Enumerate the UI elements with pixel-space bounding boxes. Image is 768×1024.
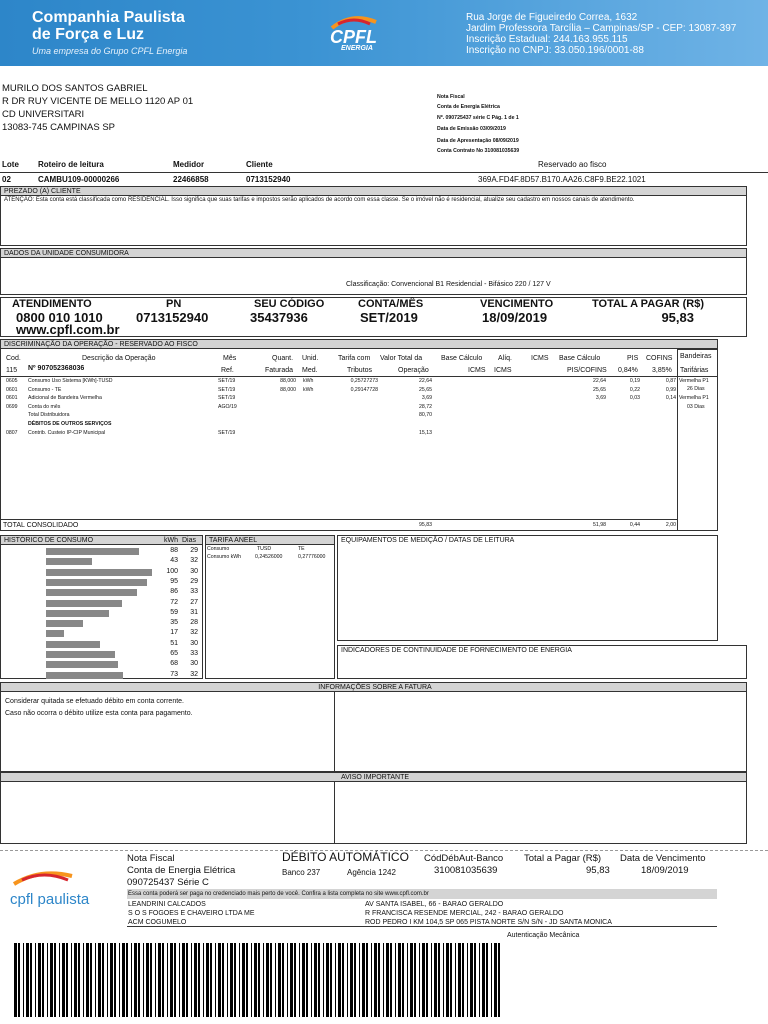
venc-value: 18/09/2019 xyxy=(482,310,548,325)
autenticacao-label: Autenticação Mecânica xyxy=(507,932,580,939)
historico-dias-header: Dias xyxy=(182,537,197,544)
tarifa-tusd-value: 0,24526000 xyxy=(255,554,283,560)
fisco-header: Reservado ao fisco xyxy=(538,160,607,169)
ops-cell-cofins: 0,14 xyxy=(665,395,676,402)
historico-kwh: 95 xyxy=(170,577,178,585)
lote-header: Lote xyxy=(2,160,19,169)
historico-bar xyxy=(46,620,83,627)
barcode-icon xyxy=(14,943,504,1017)
codigo-header: SEU CÓDIGO xyxy=(254,298,325,310)
ops-cell-pis: 0,19 xyxy=(629,378,640,384)
ops-cell-desc: Consumo Uso Sistema [KWh]-TUSD xyxy=(28,378,113,384)
col-cofins2: 3,85% xyxy=(652,367,672,374)
historico-dias: 29 xyxy=(190,547,198,554)
ops-cell-valor: 80,70 xyxy=(419,412,432,419)
total-basepis: 51,98 xyxy=(593,522,606,528)
total-header: TOTAL A PAGAR (R$) xyxy=(592,298,705,310)
fisco-value: 369A.FD4F.8D57.B170.AA26.C8F9.BE22.1021 xyxy=(478,175,646,184)
company-name: Companhia Paulista xyxy=(32,9,185,26)
stub-cod-header: CódDébAut-Banco xyxy=(424,853,504,864)
nf-number: Nº 907052368036 xyxy=(28,365,85,372)
tarifa-title: TARIFA ANEEL xyxy=(206,536,334,545)
atendimento-header: ATENDIMENTO xyxy=(12,298,92,310)
col-basepis2: PIS/COFINS xyxy=(567,367,607,374)
ops-cell-valor: 28,72 xyxy=(419,403,432,410)
tarifa-row-label: Consumo xyxy=(207,546,230,552)
prezado-text: ATENÇÃO: Esta conta está classificada como RESIDENCIAL. Isso significa que suas tarifas e impostos serão aplicados de acordo com essa classe. Se o imóvel não é residencial, atualize seu cadastro em nossos canais de atendimento. xyxy=(4,197,635,203)
roteiro-value: CAMBU109-00000266 xyxy=(38,175,120,184)
total-consolidado-valor: 95,83 xyxy=(419,522,432,528)
historico-dias: 30 xyxy=(190,567,198,575)
unidade-title: DADOS DA UNIDADE CONSUMIDORA xyxy=(1,249,746,258)
total-consolidado-label: TOTAL CONSOLIDADO xyxy=(3,522,79,529)
tarifa-te-header: TE xyxy=(298,546,305,552)
stub-cod-value: 310081035639 xyxy=(434,865,498,876)
historico-kwh: 88 xyxy=(170,547,178,554)
col-unid2: Med. xyxy=(302,367,318,374)
invoice-info-line: Conta de Energia Elétrica xyxy=(437,104,500,110)
ops-cell-desc: Total Distribuidora xyxy=(28,412,70,419)
stub-venc-value: 18/09/2019 xyxy=(641,865,689,876)
col-tarifa: Tarifa com xyxy=(338,355,371,362)
agent-name: LEANDRINI CALCADOS xyxy=(128,901,206,908)
stub-nf: Nota Fiscal xyxy=(127,853,175,864)
ops-cell-desc: Adicional de Bandeira Vermelha xyxy=(28,395,102,402)
prezado-box xyxy=(0,186,747,246)
aviso-box xyxy=(0,772,747,844)
pn-header: PN xyxy=(166,298,182,310)
prezado-title: PREZADO (A) CLIENTE xyxy=(1,187,746,196)
ops-cell-basepis: 3,69 xyxy=(595,395,606,402)
divider xyxy=(334,782,335,843)
divider xyxy=(0,172,768,173)
ops-cell-cod: 0699 xyxy=(6,403,18,410)
operations-title: DISCRIMINAÇÃO DA OPERAÇÃO - RESERVADO AO FISCO xyxy=(1,340,717,349)
company-name-2: de Força e Luz xyxy=(32,26,145,43)
col-desc: Descrição da Operação xyxy=(82,355,156,362)
historico-kwh: 72 xyxy=(170,598,178,606)
historico-bar xyxy=(46,661,118,668)
website-link[interactable]: www.cpfl.com.br xyxy=(16,322,120,337)
medidor-header: Medidor xyxy=(173,160,205,169)
bandeira-label: Vermelha P1 xyxy=(679,378,709,384)
customer-name: MURILO DOS SANTOS GABRIEL xyxy=(2,83,148,94)
ops-cell-cofins: 0,99 xyxy=(665,386,676,393)
cliente-header: Cliente xyxy=(246,160,273,169)
historico-bar xyxy=(46,579,147,586)
ops-cell-quant: 88,000 xyxy=(280,378,296,384)
informacoes-box xyxy=(0,682,747,772)
ops-cell-unid: kWh xyxy=(303,378,314,384)
lote-value: 02 xyxy=(2,175,11,184)
col-cod: Cod. xyxy=(6,355,21,362)
invoice-info-line: Nº. 090725437 série C Pág. 1 de 1 xyxy=(437,115,519,121)
divider xyxy=(0,376,718,377)
col-band2: Tarifárias xyxy=(680,367,709,374)
ops-cell-valor: 22,64 xyxy=(419,378,432,384)
historico-dias: 32 xyxy=(190,629,198,637)
total-pis: 0,44 xyxy=(629,522,640,528)
col-basepis: Base Cálculo xyxy=(559,355,601,362)
mes-header: CONTA/MÊS xyxy=(358,298,424,310)
historico-kwh: 100 xyxy=(166,567,178,575)
historico-kwh: 59 xyxy=(170,608,178,616)
stub-total-value: 95,83 xyxy=(586,865,610,876)
ops-cell-desc: Conta do mês xyxy=(28,403,61,410)
classificacao: Classificação: Convencional B1 Residencial - Bifásico 220 / 127 V xyxy=(346,281,551,288)
address-line: Inscrição no CNPJ: 33.050.196/0001-88 xyxy=(466,45,644,56)
stub-notice: Essa conta poderá ser paga no credenciado mais perto de você. Confira a lista completa no site www.cpfl.com.br xyxy=(128,891,429,897)
equipamentos-box xyxy=(337,535,718,641)
ops-cell-unid: kWh xyxy=(303,386,314,393)
invoice-info-line: Nota Fiscal xyxy=(437,94,465,100)
ops-cell-cod: 0601 xyxy=(6,386,18,393)
col-aliq2: ICMS xyxy=(494,367,512,374)
ops-cell-basepis: 25,65 xyxy=(593,386,606,393)
total-cofins: 2,00 xyxy=(665,522,676,528)
customer-city: 13083-745 CAMPINAS SP xyxy=(2,122,116,133)
historico-dias: 29 xyxy=(190,577,198,585)
historico-kwh: 68 xyxy=(170,660,178,668)
bandeira-label: 03 Dias xyxy=(687,404,705,410)
ops-cell-desc: Consumo - TE xyxy=(28,386,62,393)
col-base2: ICMS xyxy=(468,367,486,374)
customer-street: R DR RUY VICENTE DE MELLO 1120 AP 01 xyxy=(2,96,194,107)
cliente-value: 0713152940 xyxy=(246,175,291,184)
historico-dias: 30 xyxy=(190,639,198,647)
ops-cell-cod: 0807 xyxy=(6,429,18,436)
col-quant: Quant. xyxy=(272,355,294,362)
company-group: Uma empresa do Grupo CPFL Energia xyxy=(32,46,188,56)
ops-cell-cod: 0605 xyxy=(6,378,18,384)
historico-dias: 28 xyxy=(190,619,198,627)
agent-address: ROD PEDRO I KM 104,5 SP 065 PISTA NORTE S/N S/N - JD SANTA MONICA xyxy=(365,919,612,926)
historico-kwh-header: kWh xyxy=(164,537,178,544)
historico-dias: 31 xyxy=(190,608,198,616)
historico-kwh: 43 xyxy=(170,557,178,565)
ops-cell-desc: Contrib. Custeio IP-CIP Municipal xyxy=(28,429,106,436)
historico-title: HISTÓRICO DE CONSUMO xyxy=(1,536,202,545)
ops-cell-mes: SET/19 xyxy=(218,395,236,402)
customer-district: CD UNIVERSITARI xyxy=(2,109,85,120)
col-aliq: Alíq. xyxy=(498,355,513,362)
divider xyxy=(0,519,677,520)
ops-cell-tarifa: 0,25727273 xyxy=(350,378,378,384)
col-valor: Valor Total da xyxy=(380,355,423,362)
agent-name: S O S FOGOES E CHAVEIRO LTDA ME xyxy=(128,910,255,917)
venc-header: VENCIMENTO xyxy=(480,298,554,310)
address-line: Inscrição Estadual: 244.163.955.115 xyxy=(466,34,628,45)
address-line: Jardim Professora Tarcília – Campinas/SP - CEP: 13087-397 xyxy=(466,23,737,34)
ops-cell-basepis: 22,64 xyxy=(593,378,606,384)
invoice-info-line: Data de Apresentação 08/09/2019 xyxy=(437,138,519,144)
ops-cell-pis: 0,03 xyxy=(629,395,640,402)
ops-cell-mes: SET/19 xyxy=(218,378,236,384)
col-cofins: COFINS xyxy=(646,355,673,362)
stub-logo-text: cpfl paulista xyxy=(10,891,90,908)
historico-bar xyxy=(46,651,115,658)
informacoes-title: INFORMAÇÕES SOBRE A FATURA xyxy=(1,683,746,692)
ops-cell-valor: 3,69 xyxy=(421,395,432,402)
ops-cell-cofins: 0,87 xyxy=(665,378,676,384)
stub-banco: Banco 237 xyxy=(282,868,321,877)
historico-bar xyxy=(46,569,152,576)
historico-kwh: 73 xyxy=(170,670,178,678)
col-quant2: Faturada xyxy=(265,367,294,374)
tarifa-tusd-header: TUSD xyxy=(257,546,272,552)
logo-text: CPFL xyxy=(330,27,377,47)
historico-dias: 27 xyxy=(190,598,198,606)
invoice-info-line: Data de Emissão 03/09/2019 xyxy=(437,126,506,132)
ops-cell-valor: 15,13 xyxy=(419,429,432,436)
historico-dias: 33 xyxy=(190,650,198,657)
historico-bar xyxy=(46,548,139,555)
invoice-info-line: Conta Contrato No 310081035639 xyxy=(437,148,520,154)
total-value: 95,83 xyxy=(661,310,694,325)
debito-automatico-title: DÉBITO AUTOMÁTICO xyxy=(282,850,409,864)
agent-name: ACM COGUMELO xyxy=(128,919,187,926)
historico-kwh: 65 xyxy=(170,650,178,657)
pn-value: 0713152940 xyxy=(136,310,209,325)
info-line: Caso não ocorra o débito utilize esta conta para pagamento. xyxy=(5,710,193,717)
tarifa-te-value: 0,27776000 xyxy=(298,554,326,560)
codigo-value: 35437936 xyxy=(250,310,308,325)
phone: 0800 010 1010 xyxy=(16,310,103,325)
historico-bar xyxy=(46,610,109,617)
tarifa-row-label: Consumo kWh xyxy=(207,554,242,560)
historico-bar xyxy=(46,558,92,565)
ops-cell-cod: 0601 xyxy=(6,395,18,402)
ops-cell-quant: 88,000 xyxy=(280,386,296,393)
historico-dias: 30 xyxy=(190,660,198,668)
info-line: Considerar quitada se efetuado débito em conta corrente. xyxy=(5,698,185,705)
col-band: Bandeiras xyxy=(680,353,712,360)
col-valor2: Operação xyxy=(398,367,429,374)
col-mes: Mês xyxy=(223,355,237,362)
medidor-value: 22466858 xyxy=(173,175,209,184)
agent-address: R FRANCISCA RESENDE MERCIAL, 242 - BARAO GERALDO xyxy=(365,910,564,917)
indicadores-box xyxy=(337,645,747,679)
historico-bar xyxy=(46,589,137,596)
historico-kwh: 17 xyxy=(170,629,178,637)
historico-bar xyxy=(46,630,64,637)
aviso-title: AVISO IMPORTANTE xyxy=(1,773,746,782)
ops-cell-valor: 25,65 xyxy=(419,386,432,393)
col-pis: PIS xyxy=(627,355,639,362)
bandeira-label: Vermelha P1 xyxy=(679,395,709,401)
historico-bar xyxy=(46,600,122,607)
equipamentos-title: EQUIPAMENTOS DE MEDIÇÃO / DATAS DE LEITURA xyxy=(338,536,717,545)
nf-code: 115 xyxy=(6,367,18,374)
ops-cell-desc: DÉBITOS DE OUTROS SERVIÇOS xyxy=(28,421,112,427)
historico-kwh: 35 xyxy=(170,619,178,627)
stub-nf: 090725437 Série C xyxy=(127,877,209,888)
divider xyxy=(334,692,335,771)
col-mes2: Ref. xyxy=(221,367,234,374)
agent-address: AV SANTA ISABEL, 66 - BARAO GERALDO xyxy=(365,901,504,908)
logo-subtext: ENERGIA xyxy=(341,45,373,52)
roteiro-header: Roteiro de leitura xyxy=(38,160,104,169)
historico-dias: 33 xyxy=(190,588,198,596)
col-base: Base Cálculo xyxy=(441,355,483,362)
address-line: Rua Jorge de Figueiredo Correa, 1632 xyxy=(466,12,638,23)
historico-dias: 32 xyxy=(190,557,198,565)
col-unid: Unid. xyxy=(302,355,319,362)
ops-cell-mes: AGO/19 xyxy=(218,403,237,410)
unidade-box xyxy=(0,248,747,295)
col-tarifa2: Tributos xyxy=(347,367,373,374)
indicadores-title: INDICADORES DE CONTINUIDADE DE FORNECIMENTO DE ENERGIA xyxy=(338,646,746,655)
stub-nf: Conta de Energia Elétrica xyxy=(127,865,236,876)
stub-total-header: Total a Pagar (R$) xyxy=(524,853,602,864)
historico-bar xyxy=(46,672,123,679)
col-icms: ICMS xyxy=(531,355,549,362)
col-pis2: 0,84% xyxy=(618,367,638,374)
stub-agencia: Agência 1242 xyxy=(347,868,396,877)
historico-bar xyxy=(46,641,100,648)
bandeira-label: 26 Dias xyxy=(687,386,705,392)
historico-kwh: 51 xyxy=(170,639,178,647)
ops-cell-mes: SET/19 xyxy=(218,429,236,436)
historico-kwh: 86 xyxy=(170,588,178,596)
mes-value: SET/2019 xyxy=(360,310,418,325)
ops-cell-mes: SET/19 xyxy=(218,386,236,393)
ops-cell-tarifa: 0,29147728 xyxy=(350,386,378,393)
stub-venc-header: Data de Vencimento xyxy=(620,853,706,864)
historico-dias: 32 xyxy=(190,670,198,678)
ops-cell-pis: 0,22 xyxy=(629,386,640,393)
